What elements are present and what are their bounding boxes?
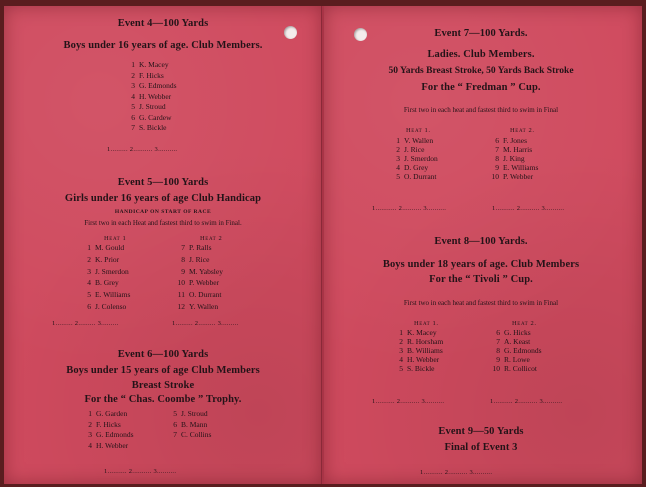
- entry-name: B. Mann: [181, 419, 208, 429]
- list-item: [487, 365, 542, 374]
- event9-places: 1.......... 2.......... 3..........: [420, 469, 493, 476]
- list-item: [390, 365, 443, 374]
- event6-places: 1.......... 2.......... 3..........: [104, 468, 177, 475]
- entry-name: G. Hicks: [504, 328, 531, 337]
- entry-name: F. Hicks: [139, 70, 164, 80]
- list-item: [78, 256, 130, 268]
- entry-number: 8: [496, 346, 500, 355]
- event8-title: Event 8—100 Yards.: [434, 236, 528, 247]
- entry-name: B. Williams: [407, 346, 443, 355]
- entry-number: 9: [496, 355, 500, 364]
- event8-heat2-list: [487, 329, 542, 374]
- entry-number: 3: [131, 81, 135, 90]
- entry-name: J. Stroud: [139, 102, 166, 111]
- entry-number: 2: [396, 145, 400, 154]
- entry-name: P. Ralls: [189, 243, 212, 252]
- event5-rule: First two in each Heat and fastest third to swim in Final.: [84, 219, 242, 227]
- event8-heat2-label: Heat 2.: [512, 320, 537, 327]
- list-item: [122, 61, 177, 72]
- event4-title: Event 4—100 Yards: [117, 18, 209, 29]
- event5-subtitle: Girls under 16 years of age Club Handicap: [64, 193, 262, 204]
- entry-name: M. Yabsley: [189, 266, 223, 276]
- event5-heat1-label: Heat 1: [104, 235, 127, 242]
- right-page: [324, 6, 642, 484]
- entry-name: V. Wallen: [404, 136, 434, 145]
- event8-cup: For the “ Tivoli ” Cup.: [429, 274, 533, 285]
- entry-number: 5: [399, 364, 403, 373]
- entry-number: 4: [399, 355, 403, 364]
- event7-line2: 50 Yards Breast Stroke, 50 Yards Back Stroke: [388, 66, 574, 76]
- entry-name: E. Williams: [95, 290, 131, 300]
- event8-heat1-label: Heat 1.: [414, 320, 439, 327]
- entry-name: R. Collicot: [504, 364, 537, 373]
- list-item: [387, 173, 438, 182]
- entry-name: G. Garden: [96, 409, 128, 418]
- event4-places: 1......... 2.......... 3..........: [107, 146, 178, 153]
- entry-number: 6: [131, 112, 135, 122]
- list-item: [122, 82, 177, 93]
- entry-name: O. Durrant: [404, 172, 437, 181]
- entry-number: 4: [87, 278, 91, 288]
- entry-name: C. Collins: [181, 430, 212, 439]
- entry-number: 5: [87, 290, 91, 300]
- entry-number: 3: [399, 346, 403, 355]
- entry-number: 3: [396, 154, 400, 163]
- event8-heat1-list: [390, 329, 443, 374]
- entry-number: 2: [131, 70, 135, 80]
- entry-name: B. Grey: [95, 278, 119, 288]
- entry-number: 7: [496, 337, 500, 346]
- entry-name: G. Edmonds: [96, 430, 134, 439]
- entry-name: P. Webber: [189, 278, 220, 288]
- list-item: [486, 173, 538, 182]
- entry-number: 7: [181, 243, 185, 252]
- list-item: [78, 303, 130, 315]
- entry-name: R. Horsham: [407, 337, 444, 346]
- event7-heat2-list: [486, 137, 538, 182]
- entry-number: 8: [181, 254, 185, 264]
- entry-number: 6: [495, 136, 499, 145]
- entry-name: Y. Wallen: [189, 301, 219, 311]
- entry-name: S. Bickle: [407, 364, 435, 373]
- list-item: [164, 431, 211, 442]
- entry-number: 4: [396, 163, 400, 172]
- event7-places-heat1: 1........... 2.......... 3..........: [372, 205, 447, 212]
- event8-places-heat2: 1.......... 2.......... 3..........: [490, 398, 563, 405]
- entry-number: 12: [177, 301, 185, 311]
- entry-number: 5: [173, 409, 177, 418]
- entry-number: 2: [88, 419, 92, 429]
- entry-name: J. Colenso: [95, 301, 127, 311]
- event5-heat2-label: Heat 2: [200, 235, 223, 242]
- event7-heat2-label: Heat 2.: [510, 127, 535, 134]
- event9-subtitle: Final of Event 3: [444, 442, 518, 453]
- event8-line1: Boys under 18 years of age. Club Members: [382, 259, 580, 270]
- entry-number: 3: [87, 266, 91, 276]
- event7-cup: For the “ Fredman ” Cup.: [421, 82, 541, 93]
- event7-heat1-list: [387, 137, 438, 182]
- entry-number: 10: [177, 278, 185, 288]
- punch-hole: [354, 28, 367, 41]
- entry-name: G. Edmonds: [504, 346, 542, 355]
- entry-name: H. Webber: [139, 91, 172, 101]
- punch-hole: [284, 26, 297, 39]
- event5-heat1-list: [78, 244, 130, 315]
- entry-name: M. Harris: [503, 145, 533, 154]
- entry-number: 6: [173, 419, 177, 429]
- entry-number: 9: [495, 163, 499, 172]
- entry-name: K. Macey: [407, 328, 437, 337]
- event5-heat2-list: [172, 244, 223, 315]
- list-item: [122, 103, 177, 114]
- entry-name: J. Rice: [189, 254, 210, 264]
- event6-entry-list-2: [164, 410, 211, 442]
- entry-name: K. Prior: [95, 254, 120, 264]
- entry-name: J. Smerdon: [404, 154, 438, 163]
- entry-number: 1: [399, 328, 403, 337]
- entry-number: 4: [131, 91, 135, 101]
- entry-name: O. Durrant: [189, 290, 222, 300]
- entry-name: J. Stroud: [181, 409, 208, 418]
- entry-number: 4: [88, 440, 92, 450]
- event6-subtitle: Boys under 15 years of age Club Members: [66, 365, 260, 376]
- event6-entry-list-1: [79, 410, 134, 452]
- entry-name: H. Webber: [407, 355, 440, 364]
- entry-number: 6: [496, 328, 500, 337]
- entry-name: K. Macey: [139, 60, 169, 69]
- event5-title: Event 5—100 Yards: [117, 177, 209, 188]
- event5-handicap-note: HANDICAP ON START OF RACE: [114, 209, 212, 215]
- event7-places-heat2: 1.......... 2.......... 3..........: [492, 205, 565, 212]
- entry-number: 7: [131, 123, 135, 132]
- list-item: [172, 256, 223, 268]
- event7-rule: First two in each heat and fastest third to swim in Final: [403, 106, 559, 114]
- entry-name: J. Smerdon: [95, 266, 129, 276]
- entry-number: 10: [492, 364, 500, 373]
- entry-name: J. King: [503, 154, 525, 163]
- entry-name: A. Keast: [504, 337, 531, 346]
- entry-number: 8: [495, 154, 499, 163]
- entry-number: 1: [88, 409, 92, 418]
- event7-line1: Ladies. Club Members.: [427, 49, 535, 60]
- entry-number: 1: [131, 60, 135, 69]
- entry-name: M. Gould: [95, 243, 125, 252]
- entry-number: 1: [396, 136, 400, 145]
- entry-number: 9: [181, 266, 185, 276]
- entry-name: F. Hicks: [96, 419, 121, 429]
- event9-title: Event 9—50 Yards: [438, 426, 524, 437]
- entry-name: G. Edmonds: [139, 81, 177, 90]
- entry-number: 2: [87, 254, 91, 264]
- entry-name: E. Williams: [503, 163, 539, 172]
- event8-rule: First two in each heat and fastest third to swim in Final: [403, 299, 559, 307]
- entry-number: 7: [495, 145, 499, 154]
- entry-number: 3: [88, 430, 92, 439]
- event4-subtitle: Boys under 16 years of age. Club Members.: [63, 40, 263, 51]
- list-item: [79, 410, 134, 421]
- entry-number: 7: [173, 430, 177, 439]
- event7-heat1-label: Heat 1.: [406, 127, 431, 134]
- entry-number: 1: [87, 243, 91, 252]
- entry-name: P. Webber: [503, 172, 534, 181]
- entry-number: 6: [87, 301, 91, 311]
- entry-name: R. Lowe: [504, 355, 530, 364]
- event6-stroke: Breast Stroke: [131, 380, 195, 391]
- entry-name: D. Grey: [404, 163, 429, 172]
- event6-title: Event 6—100 Yards: [117, 349, 209, 360]
- entry-name: S. Bickle: [139, 123, 167, 132]
- entry-number: 5: [396, 172, 400, 181]
- list-item: [172, 303, 223, 315]
- entry-number: 10: [491, 172, 499, 181]
- entry-number: 2: [399, 337, 403, 346]
- list-item: [164, 410, 211, 421]
- list-item: [79, 442, 134, 453]
- left-page: [4, 6, 322, 484]
- event7-title: Event 7—100 Yards.: [434, 28, 528, 39]
- list-item: [122, 124, 177, 135]
- entry-name: F. Jones: [503, 136, 527, 145]
- entry-name: H. Webber: [96, 440, 129, 450]
- entry-name: J. Rice: [404, 145, 425, 154]
- event6-trophy: For the “ Chas. Coombe ” Trophy.: [84, 394, 242, 405]
- entry-name: G. Cardew: [139, 112, 172, 122]
- entry-number: 5: [131, 102, 135, 111]
- list-item: [79, 431, 134, 442]
- entry-number: 11: [177, 290, 185, 300]
- event5-places-heat1: 1......... 2......... 3.........: [52, 320, 119, 327]
- event5-places-heat2: 1......... 2......... 3.........: [172, 320, 239, 327]
- event4-entry-list: [122, 61, 177, 135]
- event8-places-heat1: 1.......... 2.......... 3..........: [372, 398, 445, 405]
